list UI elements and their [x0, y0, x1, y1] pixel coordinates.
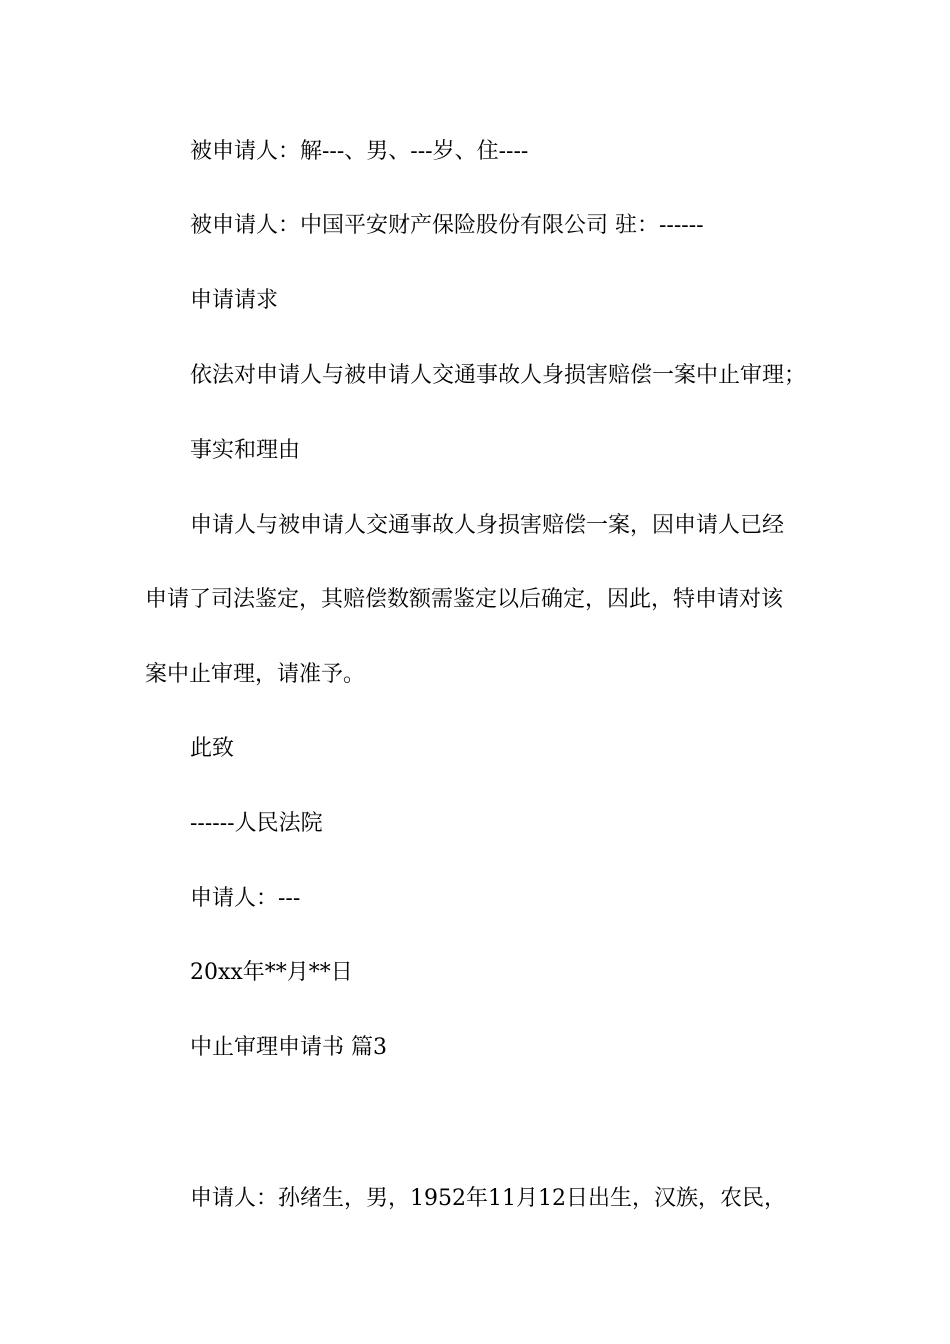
respondent-2-line: 被申请人：中国平安财产保险股份有限公司 驻：------: [190, 213, 704, 238]
salutation: 此致: [190, 736, 235, 761]
facts-paragraph-line-3: 案中止审理，请准予。: [145, 662, 366, 687]
request-heading: 申请请求: [190, 288, 279, 313]
date-line: 20xx年**月**日: [190, 960, 353, 985]
facts-paragraph-line-1: 申请人与被申请人交通事故人身损害赔偿一案，因申请人已经: [190, 513, 785, 538]
applicant-info-line: 申请人：孙绪生，男，1952年11月12日出生，汉族，农民，: [190, 1186, 786, 1211]
request-body: 依法对申请人与被申请人交通事故人身损害赔偿一案中止审理；: [190, 363, 807, 388]
facts-paragraph-line-2: 申请了司法鉴定，其赔偿数额需鉴定以后确定，因此，特申请对该: [145, 587, 784, 612]
facts-heading: 事实和理由: [190, 438, 301, 463]
respondent-1-line: 被申请人：解---、男、---岁、住----: [190, 139, 529, 164]
section-title: 中止审理申请书 篇3: [190, 1035, 387, 1060]
court-name: ------人民法院: [190, 811, 323, 836]
applicant-signature: 申请人：---: [190, 886, 301, 911]
